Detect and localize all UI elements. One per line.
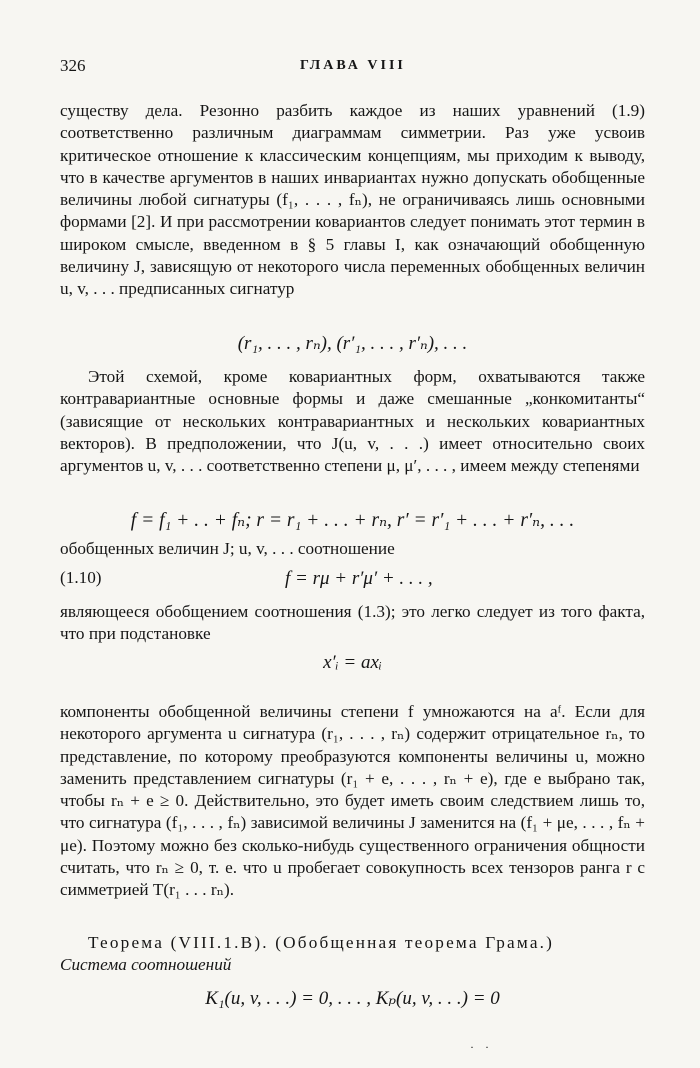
equation-1-10 xyxy=(60,568,645,594)
equation-body: f = rμ + r′μ′ + . . . , xyxy=(285,568,433,589)
chapter-title: ГЛАВА VIII xyxy=(300,58,406,73)
formula-substitution: x′ᵢ = axᵢ xyxy=(323,652,382,673)
formula-degrees: f = f₁ + . . + fₙ; r = r₁ + . . . + rₙ, r′ = r′₁ + . . . + r′ₙ, . . . xyxy=(130,510,575,531)
theorem-block xyxy=(60,932,645,977)
paragraph-components: компоненты обобщенной величины степени f умножаются на aᶠ. Если для некоторого аргумента u сигнатура (r₁, . . . , rₙ) содержит отрицательное rₙ, то представление, по которому преобразуются компоненты величины u, можно заменить представлением сигнатуры (r₁ + e, . . . , rₙ + e), где e выбрано так, чтобы rₙ + e ≥ 0. Действительно, это будет иметь своим следствием лишь то, что сигнатура (f₁, . . . , fₙ) зависимой величины J заменится на (f₁ + μe, . . . , fₙ + μe). Поэтому можно без сколько-нибудь существенного ограничения общности считать, что rₙ ≥ 0, т. е. что u пробегает совокупность всех тензоров ранга r с симметрией T(r₁ . . . rₙ). xyxy=(60,702,645,900)
paragraph-generalization: являющееся обобщением соотношения (1.3); это легко следует из того факта, что при подстановке xyxy=(60,602,645,644)
page-number: 326 xyxy=(60,56,86,75)
theorem-label: Теорема (VIII.1.B). (Обобщенная теорема Грама.) xyxy=(88,933,555,952)
theorem-statement: Система соотношений xyxy=(60,955,232,975)
equation-number: (1.10) xyxy=(60,568,102,587)
formula-signatures: (r₁, . . . , rₙ), (r′₁, . . . , r′ₙ), . . . xyxy=(237,333,468,354)
formula-system: K₁(u, v, . . .) = 0, . . . , Kₚ(u, v, . . .) = 0 xyxy=(205,988,500,1009)
paragraph-contravariant-forms: Этой схемой, кроме ковариантных форм, охватываются также контравариантные основные формы и даже смешанные „конкомитанты“ (зависящие от нескольких контравариантных и нескольких ковариантных векторов). В предположении, что J(u, v, . . .) имеет относительно своих аргументов u, v, . . . соответственно степени μ, μ′, . . . , имеем между степенями xyxy=(60,367,645,476)
paragraph-generalized-quantities: существу дела. Резонно разбить каждое из наших уравнений (1.9) соответственно различным диаграммам симметрии. Раз уже усвоив критическое отношение к классическим концепциям, мы приходим к выводу, что в качестве аргументов в наших инвариантах нужно допускать обобщенные величины любой сигнатуры (f₁, . . . , fₙ), не ограничиваясь лишь основными формами [2]. И при рассмотрении ковариантов следует понимать этот термин в широком смысле, введенном в § 5 главы I, как означающий обобщенную величину J, зависящую от некоторого числа переменных обобщенных величин u, v, . . . предписанных сигнатур xyxy=(60,101,645,299)
paragraph-relation-intro: обобщенных величин J; u, v, . . . соотношение xyxy=(60,539,395,558)
page-header xyxy=(60,56,645,80)
footer-mark: · · xyxy=(470,1040,493,1054)
